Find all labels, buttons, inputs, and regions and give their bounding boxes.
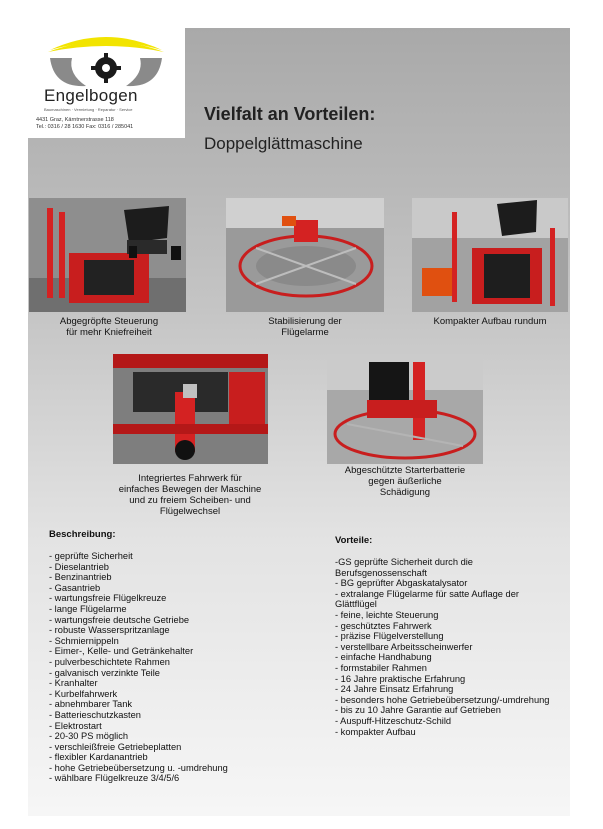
list-item: - wählbare Flügelkreuze 3/4/5/6 bbox=[49, 773, 180, 784]
list-item: - geschütztes Fahrwerk bbox=[335, 620, 432, 631]
list-item: - Batterieschutzkasten bbox=[49, 709, 141, 720]
list-item: - wartungsfreie deutsche Getriebe bbox=[49, 614, 190, 625]
list-item: -GS geprüfte Sicherheit durch die bbox=[335, 557, 473, 567]
photo-blade-arms bbox=[226, 198, 384, 312]
list-item: - verstellbare Arbeitsscheinwerfer bbox=[335, 641, 473, 652]
list-item: - Benzinantrieb bbox=[49, 572, 112, 583]
page-title: Vielfalt an Vorteilen: bbox=[204, 104, 376, 124]
caption-line: Flügelarme bbox=[281, 327, 329, 338]
caption-line: Schädigung bbox=[379, 487, 431, 498]
list-item: - besonders hohe Getriebeübersetzung/-umdrehung bbox=[335, 694, 550, 705]
logo-address bbox=[36, 117, 133, 131]
caption-line: Flügelwechsel bbox=[159, 506, 221, 517]
caption-line: Abgegröpfte Steuerung bbox=[59, 316, 159, 327]
caption-line: gegen äußerliche bbox=[368, 476, 442, 487]
caption-blade-arms bbox=[240, 316, 370, 338]
beschreibung-heading: Beschreibung: bbox=[49, 529, 116, 540]
list-item: - präzise Flügelverstellung bbox=[335, 631, 444, 642]
list-item: - 24 Jahre Einsatz Erfahrung bbox=[335, 684, 454, 695]
caption-battery bbox=[327, 465, 483, 498]
caption-compact bbox=[412, 316, 568, 327]
list-item: - pulverbeschichtete Rahmen bbox=[49, 656, 170, 667]
caption-line: Abgeschützte Starterbatterie bbox=[344, 465, 466, 476]
list-item: - formstabiler Rahmen bbox=[335, 662, 427, 673]
list-item: - Elektrostart bbox=[49, 720, 102, 731]
logo-phone-line: Tel.: 0316 / 28 1630 Fax: 0316 / 285041 bbox=[36, 124, 134, 130]
caption-chassis bbox=[110, 473, 270, 517]
list-item: - robuste Wasserspritzanlage bbox=[49, 625, 170, 636]
beschreibung-list bbox=[49, 551, 228, 784]
logo-address-line: 4431 Graz, Kärntnerstrasse 118 bbox=[36, 117, 114, 123]
list-item: - feine, leichte Steuerung bbox=[335, 609, 439, 620]
logo-name: Engelbogen bbox=[44, 86, 138, 105]
list-item: - Kranhalter bbox=[49, 678, 98, 689]
caption-line: und zu freiem Scheiben- und bbox=[129, 495, 251, 506]
list-item: - BG geprüfter Abgaskatalysator bbox=[335, 578, 468, 589]
caption-line: Integriertes Fahrwerk für bbox=[138, 473, 242, 484]
caption-steering bbox=[44, 316, 174, 338]
list-item: - hohe Getriebeübersetzung u. -umdrehung bbox=[49, 762, 228, 773]
list-item: - kompakter Aufbau bbox=[335, 726, 416, 737]
list-item: - Gasantrieb bbox=[49, 582, 101, 593]
photo-steering bbox=[29, 198, 186, 312]
photo-battery bbox=[327, 354, 483, 464]
caption-line: einfaches Bewegen der Maschine bbox=[118, 484, 262, 495]
list-item: - geprüfte Sicherheit bbox=[49, 551, 133, 561]
list-item: - Dieselantrieb bbox=[49, 561, 109, 572]
page-subtitle: Doppelglättmaschine bbox=[204, 134, 363, 153]
list-item: Glättflügel bbox=[335, 599, 377, 610]
list-item: - extralange Flügelarme für satte Auflage der bbox=[335, 588, 519, 599]
list-item: - 20-30 PS möglich bbox=[49, 731, 129, 742]
caption-line: Kompakter Aufbau rundum bbox=[433, 316, 547, 327]
photo-chassis bbox=[113, 354, 268, 464]
list-item: - Auspuff-Hitzeschutz-Schild bbox=[335, 715, 452, 726]
list-item: - wartungsfreie Flügelkreuze bbox=[49, 593, 167, 604]
list-item: - abnehmbarer Tank bbox=[49, 699, 133, 710]
list-item: - flexibler Kardanantrieb bbox=[49, 752, 148, 763]
list-item: - Eimer-, Kelle- und Getränkehalter bbox=[49, 646, 194, 657]
vorteile-list bbox=[335, 557, 549, 737]
caption-line: Stabilisierung der bbox=[268, 316, 342, 327]
photo-compact bbox=[412, 198, 568, 312]
caption-line: für mehr Kniefreiheit bbox=[66, 327, 152, 338]
list-item: - Kurbelfahrwerk bbox=[49, 688, 118, 699]
list-item: - 16 Jahre praktische Erfahrung bbox=[335, 673, 466, 684]
list-item: - einfache Handhabung bbox=[335, 652, 432, 663]
vorteile-heading: Vorteile: bbox=[335, 535, 373, 546]
list-item: - galvanisch verzinkte Teile bbox=[49, 667, 160, 678]
list-item: - Schmiernippeln bbox=[49, 635, 119, 646]
list-item: - bis zu 10 Jahre Garantie auf Getrieben bbox=[335, 705, 501, 716]
list-item: - verschleißfreie Getriebeplatten bbox=[49, 741, 182, 752]
logo-tagline: Baumaschinen · Vermietung · Reparatur · Service bbox=[44, 107, 133, 112]
list-item: - lange Flügelarme bbox=[49, 603, 127, 614]
list-item: Berufsgenossenschaft bbox=[335, 567, 427, 578]
